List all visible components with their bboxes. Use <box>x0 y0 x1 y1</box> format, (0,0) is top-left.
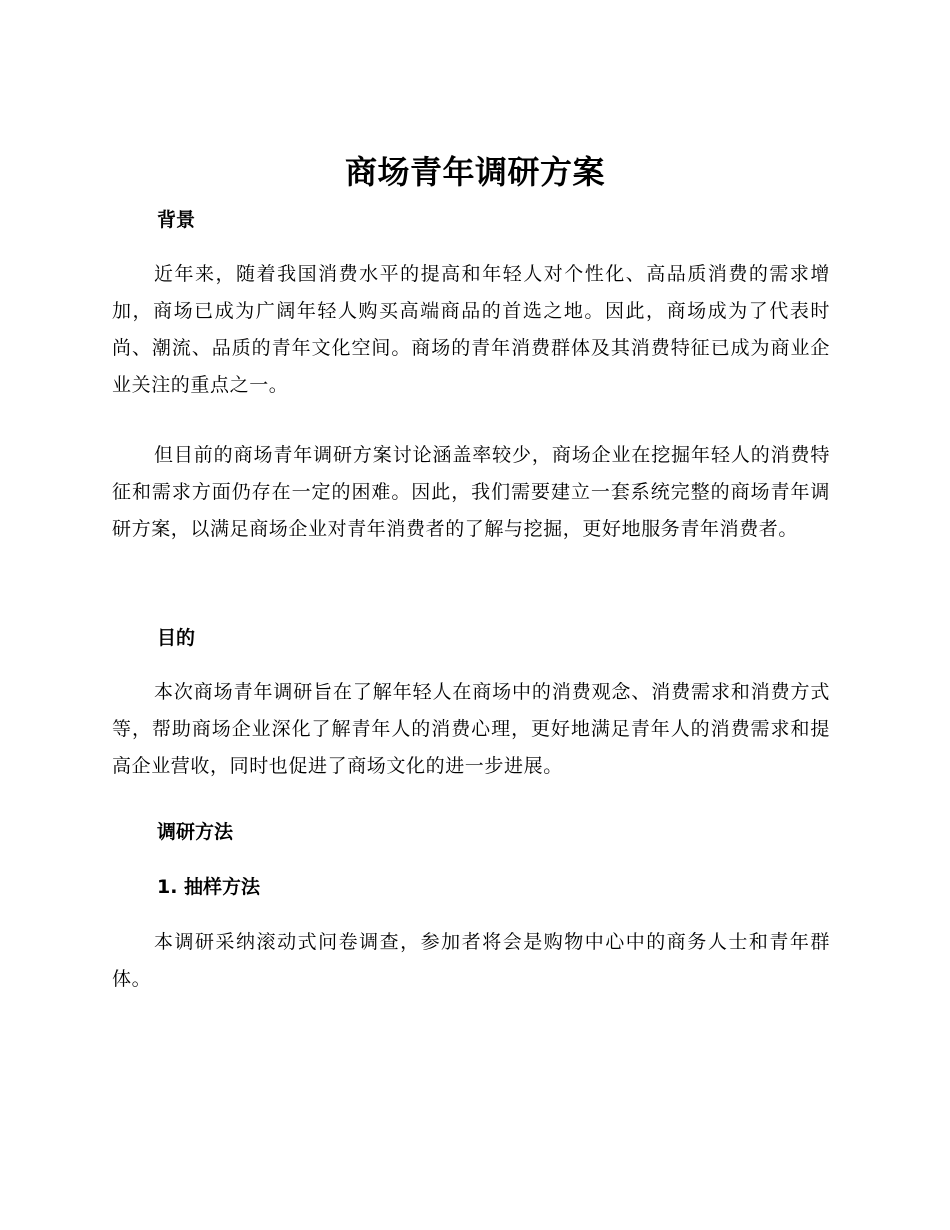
section-heading-method: 调研方法 <box>157 821 234 843</box>
subsection-heading-sampling: 1. 抽样方法 <box>157 876 261 898</box>
section-heading-purpose: 目的 <box>157 627 196 649</box>
section-heading-background: 背景 <box>157 209 196 231</box>
paragraph-purpose-1: 本次商场青年调研旨在了解年轻人在商场中的消费观念、消费需求和消费方式等，帮助商场企业深化了解青年人的消费心理，更好地满足青年人的消费需求和提高企业营收，同时也促进了商场文化的进一步进展。 <box>112 681 830 777</box>
paragraph-sampling-1: 本调研采纳滚动式问卷调查，参加者将会是购物中心中的商务人士和青年群体。 <box>112 931 830 990</box>
paragraph-background-2: 但目前的商场青年调研方案讨论涵盖率较少，商场企业在挖掘年轻人的消费特征和需求方面仍存在一定的困难。因此，我们需要建立一套系统完整的商场青年调研方案，以满足商场企业对青年消费者的了解与挖掘，更好地服务青年消费者。 <box>112 444 830 540</box>
document-title: 商场青年调研方案 <box>344 153 605 191</box>
paragraph-background-1: 近年来，随着我国消费水平的提高和年轻人对个性化、高品质消费的需求增加，商场已成为广阔年轻人购买高端商品的首选之地。因此，商场成为了代表时尚、潮流、品质的青年文化空间。商场的青年消费群体及其消费特征已成为商业企业关注的重点之一。 <box>112 263 830 396</box>
